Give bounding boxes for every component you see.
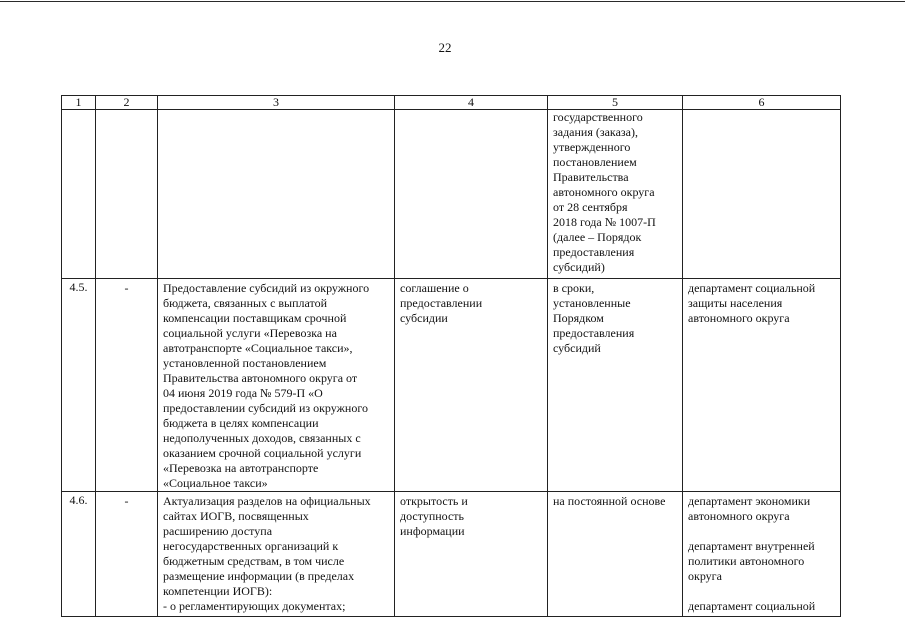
responsible-cell: департамент социальной защиты населения автономного округа: [683, 279, 841, 492]
page-number: 22: [438, 40, 452, 55]
responsible-cell: [683, 492, 841, 617]
column-header-4: 4: [395, 96, 548, 110]
row-number-cell: 4.6.: [62, 492, 96, 617]
column-header-6: 6: [683, 96, 841, 110]
responsible-dept-social: департамент социальной: [688, 599, 816, 613]
row-number-cell: 4.5.: [62, 279, 96, 492]
measure-name-cell: Актуализация разделов на официальных сайтах ИОГВ, посвященных расширению доступа негосударственных организаций к бюджетным средствам, в том числе размещение информации (в пределах компетенции ИОГВ): - о регламентирующих документах;: [158, 492, 395, 617]
column-header-5: 5: [548, 96, 683, 110]
deadline-cell: государственного задания (заказа), утвержденного постановлением Правительства автономного округа от 28 сентября 2018 года № 1007-П (далее – Порядок предоставления субсидий): [548, 110, 683, 279]
column-header-1: 1: [62, 96, 96, 110]
deadline-cell: в сроки, установленные Порядком предоставления субсидий: [548, 279, 683, 492]
responsible-dept-internal-policy: департамент внутренней политики автономного округа: [688, 539, 815, 583]
top-border-line: [0, 1, 905, 2]
row-number-cell: [62, 110, 96, 279]
responsible-cell: [683, 110, 841, 279]
result-cell: [395, 110, 548, 279]
table-header-row: [62, 96, 841, 110]
result-cell: открытость и доступность информации: [395, 492, 548, 617]
table-row-4-5: [62, 279, 841, 492]
measure-name-cell: [158, 110, 395, 279]
result-cell: соглашение о предоставлении субсидии: [395, 279, 548, 492]
responsible-dept-economy: департамент экономики автономного округа: [688, 494, 811, 523]
deadline-cell: на постоянной основе: [548, 492, 683, 617]
column-2-cell: -: [96, 279, 158, 492]
table-row-4-6: [62, 492, 841, 617]
table-row-continuation: [62, 110, 841, 279]
column-header-2: 2: [96, 96, 158, 110]
measure-name-cell: Предоставление субсидий из окружного бюджета, связанных с выплатой компенсации поставщикам срочной социальной услуги «Перевозка на автотранспорте «Социальное такси», установленной постановлением Правительства автономного округа от 04 июня 2019 года № 579-П «О предоставлении субсидий из окружного бюджета в целях компенсации недополученных доходов, связанных с оказанием срочной социальной услуги «Перевозка на автотранспорте «Социальное такси»: [158, 279, 395, 492]
column-2-cell: -: [96, 492, 158, 617]
column-2-cell: [96, 110, 158, 279]
column-header-3: 3: [158, 96, 395, 110]
plan-table: [61, 95, 841, 617]
